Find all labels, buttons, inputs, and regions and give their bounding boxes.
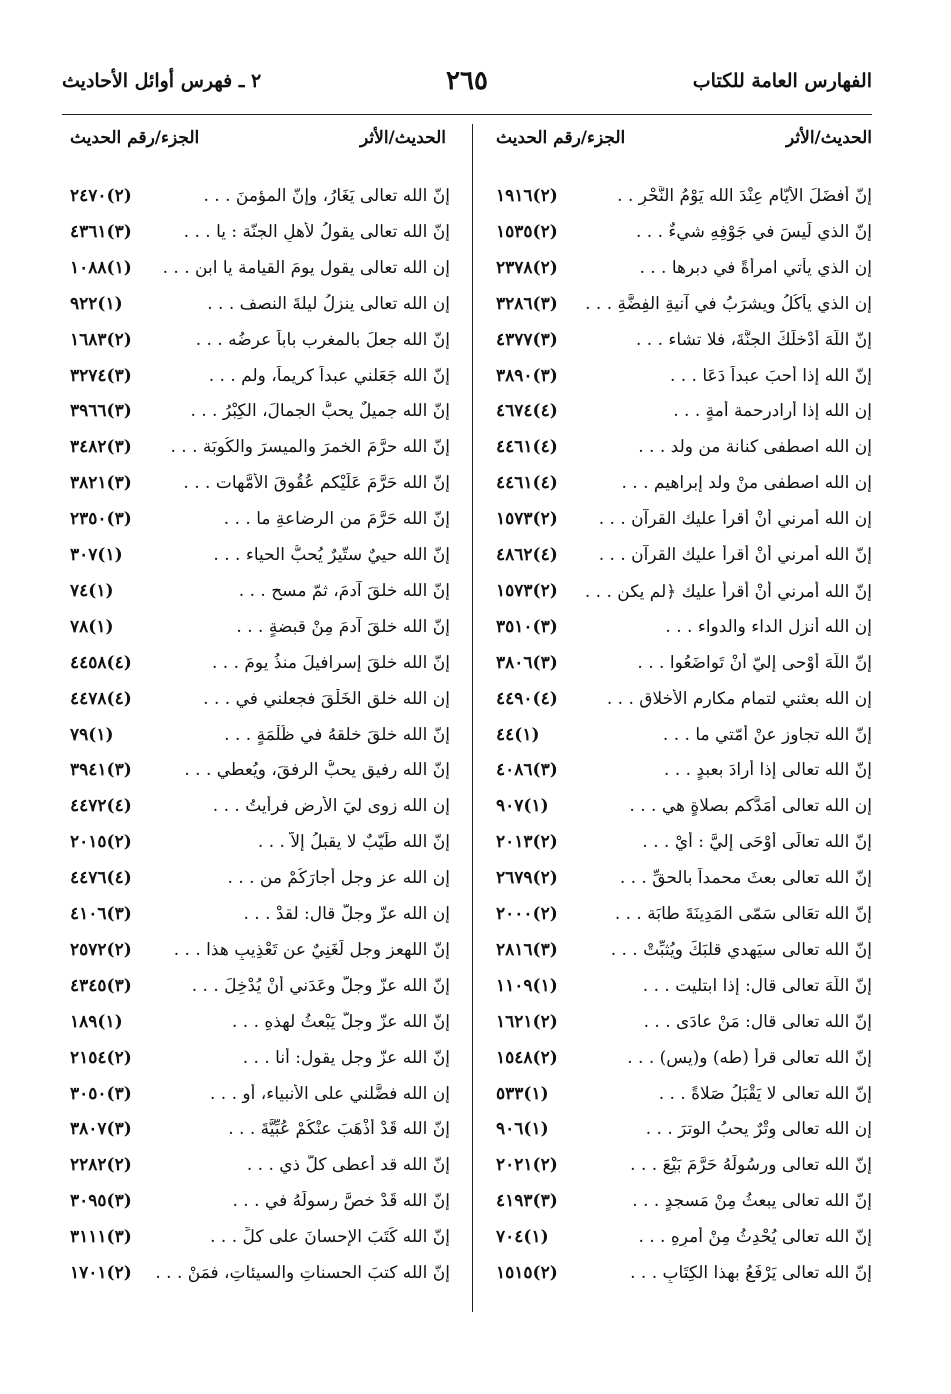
hadith-text: إنّ الله قَدْ خصَّ رسولَهُ في . . . bbox=[232, 1191, 450, 1212]
hadith-reference: (٣)٣٠٩٥ bbox=[70, 1191, 132, 1212]
index-entry bbox=[496, 581, 872, 617]
index-entry bbox=[496, 401, 872, 437]
page-number: ٢٦٥ bbox=[446, 66, 488, 96]
hadith-text: إنّ الله طَيّبٌ لا يقبلُ إلاّ . . . bbox=[257, 832, 450, 853]
column-head-ref: الجزء/رقم الحديث bbox=[496, 128, 626, 148]
index-entry bbox=[496, 832, 872, 868]
hadith-reference: (٤)٤٤٧٨ bbox=[70, 688, 132, 709]
hadith-text: إنّ الله تعالى يُحْدِثُ مِنْ أمرِهِ . . . bbox=[638, 1227, 872, 1248]
index-entry bbox=[70, 940, 450, 976]
hadith-reference: (٣)٤١٩٣ bbox=[496, 1191, 558, 1212]
hadith-reference: (٢)٢٠١٣ bbox=[496, 832, 558, 853]
index-entry bbox=[496, 1263, 872, 1299]
index-entry bbox=[70, 1263, 450, 1299]
index-entry bbox=[70, 545, 450, 581]
hadith-reference: (١)٧٤ bbox=[70, 580, 114, 601]
hadith-text: إن الله زوى ليَ الأرض فرأيتُ . . . bbox=[212, 796, 450, 817]
hadith-text: إن الله عز وجل أجارَكُمْ من . . . bbox=[227, 868, 450, 889]
index-entry bbox=[70, 1012, 450, 1048]
index-entry bbox=[70, 904, 450, 940]
hadith-reference: (٢)١٥١٥ bbox=[496, 1263, 558, 1283]
hadith-text: إنّ الله أمرني أنْ أقرأ عليك القرآن . . . bbox=[598, 545, 872, 565]
hadith-text: إنّ الله حَرَّمَ عَلَيْكم عُقُوقَ الأمَّهات . . . bbox=[183, 473, 450, 494]
index-entry bbox=[496, 725, 872, 761]
hadith-text: إن الله بعثني لتمام مكارم الأخلاق . . . bbox=[606, 688, 872, 709]
hadith-text: إنّ الله خلقَ آدمَ، ثمّ مسح . . . bbox=[238, 580, 450, 601]
hadith-text: إن الله تعالى وِتْرٌ يحبُ الوترَ . . . bbox=[645, 1119, 872, 1140]
hadith-text: إنّ الله تعالى إذا أرادَ بعبدٍ . . . bbox=[664, 760, 872, 781]
hadith-text: إنّ اللّهَ أوْحى إليّ أنْ تَواضَعُوا . . . bbox=[637, 652, 872, 673]
hadith-text: إنّ الله خلقَ إسرافيلَ منذُ يومَ . . . bbox=[211, 652, 450, 673]
hadith-text: إنّ الله تعالَى أوْحَى إليَّ : أيْ . . . bbox=[642, 832, 872, 853]
hadith-text: إنّ الله حَرَّمَ من الرضاعةِ ما . . . bbox=[223, 509, 450, 530]
hadith-text: إنّ الله تعَالى سَمّى المَدِينَةَ طابَة . . . bbox=[614, 904, 872, 924]
hadith-reference: (٢)١٥٤٨ bbox=[496, 1047, 558, 1068]
hadith-text: إن الله اصطفى كنانة من ولد . . . bbox=[638, 437, 872, 458]
hadith-reference: (٣)٣٢٨٦ bbox=[496, 293, 558, 314]
index-entry bbox=[70, 401, 450, 437]
hadith-reference: (٢)٢٢٨٢ bbox=[70, 1155, 132, 1176]
hadith-reference: (٤)٤٤٦١ bbox=[496, 437, 558, 458]
index-entry bbox=[496, 1155, 872, 1191]
hadith-reference: (١)١١٠٩ bbox=[496, 975, 558, 996]
hadith-text: إنّ الله رفيق يحبُّ الرفقَ، ويُعطي . . . bbox=[184, 760, 450, 781]
column-divider bbox=[472, 124, 473, 1312]
hadith-text: إن الله تعالى ينزلُ ليلةَ النصف . . . bbox=[207, 293, 450, 314]
hadith-text: إنّ الذي لَيسَ في جَوْفِهِ شيءٌ . . . bbox=[636, 221, 872, 242]
hadith-text: إن الله إذا أرادرحمة أمةٍ . . . bbox=[673, 401, 872, 422]
index-entry bbox=[496, 222, 872, 258]
index-entry bbox=[70, 653, 450, 689]
index-entry bbox=[496, 1227, 872, 1263]
page-header bbox=[62, 66, 872, 106]
hadith-text: إنّ الله تعالى قال: مَنْ عادَى . . . bbox=[643, 1011, 872, 1032]
hadith-reference: (١)٣٠٧ bbox=[70, 545, 123, 565]
hadith-text: إنّ الله إذا أحبَ عبداً دَعَا . . . bbox=[669, 365, 872, 386]
index-entry bbox=[70, 330, 450, 366]
hadith-text: إن الله تعالى أَمَدَّكم بصلاةٍ هي . . . bbox=[629, 796, 872, 817]
hadith-reference: (٢)١٥٣٥ bbox=[496, 221, 558, 242]
hadith-reference: (١)٧٠٤ bbox=[496, 1227, 549, 1248]
hadith-text: إن الذي يأتي امرأةً في دبرها . . . bbox=[639, 257, 872, 278]
hadith-text: إنّ اللّهَ تعالى قال: إذا ابتليت . . . bbox=[642, 975, 872, 996]
hadith-reference: (٢)١٦٢١ bbox=[496, 1011, 558, 1032]
right-column-head bbox=[496, 128, 872, 156]
index-entry bbox=[496, 653, 872, 689]
hadith-reference: (٤)٤٤٧٦ bbox=[70, 868, 132, 889]
hadith-reference: (٣)٤٣٤٥ bbox=[70, 975, 132, 996]
hadith-reference: (٤)٤٦٧٤ bbox=[496, 401, 558, 422]
hadith-reference: (٢)١٧٠١ bbox=[70, 1263, 132, 1283]
hadith-text: إنّ الله تعالى يقولُ لأهلِ الجنّة : يا . . . bbox=[183, 221, 450, 242]
index-entry bbox=[70, 1227, 450, 1263]
hadith-reference: (٣)٤٣٦١ bbox=[70, 221, 132, 242]
hadith-reference: (٣)٣٨٩٠ bbox=[496, 365, 558, 386]
index-entry bbox=[496, 760, 872, 796]
hadith-text: إنّ الله تجاوز عنْ أُمّتي ما . . . bbox=[662, 724, 872, 745]
index-entry bbox=[496, 258, 872, 294]
index-entry bbox=[496, 904, 872, 940]
index-entry bbox=[70, 796, 450, 832]
hadith-reference: (٣)٣٨٠٦ bbox=[496, 652, 558, 673]
index-entry bbox=[70, 617, 450, 653]
hadith-reference: (٢)٢١٥٤ bbox=[70, 1047, 132, 1068]
hadith-text: إنّ الله تعالى سيَهدي قلبَكَ ويُثبِّتْ . . . bbox=[610, 939, 872, 960]
index-entry bbox=[496, 1084, 872, 1120]
hadith-reference: (٣)٣٤٨٢ bbox=[70, 437, 132, 458]
index-entry bbox=[70, 689, 450, 725]
index-entry bbox=[496, 330, 872, 366]
hadith-reference: (٤)٤٨٦٢ bbox=[496, 545, 558, 565]
index-entry bbox=[496, 796, 872, 832]
hadith-reference: (٣)٣٩٦٦ bbox=[70, 401, 132, 422]
hadith-reference: (٤)٤٤٥٨ bbox=[70, 652, 132, 673]
hadith-reference: (٢)١٦٨٣ bbox=[70, 329, 132, 350]
hadith-text: إنّ الله قد أعطى كلَّ ذي . . . bbox=[246, 1155, 450, 1176]
hadith-reference: (٢)٢٦٧٩ bbox=[496, 868, 558, 889]
hadith-text: إنّ الله عزّ وجلّ وعَدَني أنْ يُدْخِلَ . . . bbox=[191, 975, 450, 996]
hadith-reference: (٣)٣٠٥٠ bbox=[70, 1083, 132, 1104]
hadith-text: إنّ الله جميلٌ يحبُّ الجمالَ، الكِبْرُ . . . bbox=[190, 401, 450, 422]
hadith-reference: (١)١٠٨٨ bbox=[70, 257, 132, 278]
index-entry bbox=[70, 473, 450, 509]
hadith-text: إن الله اصطفى منْ ولد إبراهيم . . . bbox=[621, 473, 872, 494]
index-entry bbox=[496, 366, 872, 402]
hadith-text: إنّ الله جَعَلني عبداً كريماً، ولم . . . bbox=[208, 365, 450, 386]
hadith-text: إنّ الله جعلَ بالمغرب باباً عرضُه . . . bbox=[195, 329, 450, 350]
hadith-text: إنّ الله عزّ وجلّ يَبْعثُ لهذهِ . . . bbox=[231, 1011, 450, 1032]
hadith-reference: (٣)٣٩٤١ bbox=[70, 760, 132, 781]
hadith-text: إنّ الله تعالى ورسُولَهُ حَرَّمَ بَيْعَ . . . bbox=[630, 1155, 872, 1176]
index-entry bbox=[70, 581, 450, 617]
hadith-reference: (٢)١٩١٦ bbox=[496, 186, 558, 206]
index-entry bbox=[496, 509, 872, 545]
index-entry bbox=[496, 940, 872, 976]
index-entry bbox=[496, 437, 872, 473]
hadith-text: إنّ اللهعز وجل لَغَنِيٌ عن تَعْذِيبِ هذا . . . bbox=[173, 939, 450, 960]
header-rule bbox=[62, 114, 872, 115]
index-entry bbox=[70, 1119, 450, 1155]
hadith-reference: (٢)١٥٧٣ bbox=[496, 509, 558, 530]
hadith-reference: (٢)٢٣٧٨ bbox=[496, 257, 558, 278]
hadith-text: إنّ الله تعالى يَرْفَعُ بهذا الكِتَابِ . . . bbox=[630, 1263, 872, 1283]
hadith-text: إنّ الله تعالى يَغَارُ، وإنّ المؤمنَ . . . bbox=[203, 186, 450, 206]
hadith-reference: (٣)٣٨٠٧ bbox=[70, 1119, 132, 1140]
hadith-reference: (٣)٣٥١٠ bbox=[496, 616, 558, 637]
hadith-text: إن الله فضَّلني على الأنبياء، أو . . . bbox=[209, 1083, 450, 1104]
hadith-text: إن الله تعالى يقول يومَ القيامة يا ابن . . . bbox=[162, 257, 450, 278]
column-head-ref: الجزء/رقم الحديث bbox=[70, 128, 200, 148]
index-entry bbox=[70, 294, 450, 330]
hadith-reference: (٣)٣٨٢١ bbox=[70, 473, 132, 494]
book-section-title: الفهارس العامة للكتاب bbox=[692, 70, 872, 92]
hadith-text: إنّ الله كتبَ الحسناتِ والسيئاتِ، فمَنْ . . . bbox=[155, 1263, 450, 1283]
index-entry bbox=[70, 832, 450, 868]
column-head-title: الحديث/الأثر bbox=[360, 128, 446, 148]
hadith-reference: (٣)٢٣٥٠ bbox=[70, 509, 132, 530]
hadith-reference: (١)٧٨ bbox=[70, 616, 114, 637]
index-entry bbox=[70, 1084, 450, 1120]
hadith-reference: (٤)٤٤٦١ bbox=[496, 473, 558, 494]
hadith-text: إنّ الله حييٌ ستّيرٌ يُحبُّ الحياء . . . bbox=[213, 545, 450, 565]
hadith-reference: (١)٧٩ bbox=[70, 724, 114, 745]
index-entry bbox=[70, 366, 450, 402]
index-entry bbox=[496, 976, 872, 1012]
hadith-reference: (١)٩٠٧ bbox=[496, 796, 549, 817]
left-column-head bbox=[70, 128, 446, 156]
hadith-text: إنّ أفضَلَ الأيّامِ عِنْدَ الله يَوْمُ النَّحْرِ . . bbox=[617, 186, 872, 206]
index-entry bbox=[70, 1048, 450, 1084]
hadith-text: إن الذي يأكُلُ ويشرَبُ في آنيةِ الفِضَّةِ . . . bbox=[585, 293, 872, 314]
hadith-reference: (٤)٤٤٩٠ bbox=[496, 688, 558, 709]
index-entry bbox=[70, 725, 450, 761]
hadith-reference: (٢)٢٠٠٠ bbox=[496, 904, 558, 924]
hadith-reference: (٣)٤١٠٦ bbox=[70, 904, 132, 924]
hadith-reference: (٢)٢٥٧٢ bbox=[70, 939, 132, 960]
hadith-text: إنّ الله قَدْ أذْهَبَ عنْكُمْ عُبِّيَّةَ . . . bbox=[228, 1119, 450, 1140]
hadith-reference: (١)٥٣٣ bbox=[496, 1083, 549, 1104]
index-entry bbox=[70, 760, 450, 796]
index-entry bbox=[496, 1191, 872, 1227]
index-title: ٢ ـ فهرس أوائل الأحاديث bbox=[62, 70, 262, 92]
hadith-reference: (١)٩٢٢ bbox=[70, 293, 123, 314]
index-entry bbox=[70, 186, 450, 222]
hadith-text: إن الله عزّ وجلّ قال: لقدْ . . . bbox=[243, 904, 450, 924]
hadith-text: إنّ الله تعالى قرأ (طه) و(يس) . . . bbox=[627, 1047, 872, 1068]
hadith-text: إنّ الله تعالى بعثَ محمداً بالحقِّ . . . bbox=[619, 868, 872, 889]
hadith-reference: (١)٩٠٦ bbox=[496, 1119, 549, 1140]
hadith-text: إنّ الله خلقَ خلقهُ في ظُلْمَةٍ . . . bbox=[224, 724, 450, 745]
index-entry bbox=[70, 437, 450, 473]
index-entry bbox=[496, 868, 872, 904]
index-entry bbox=[496, 1119, 872, 1155]
hadith-reference: (٢)١٥٧٣ bbox=[496, 580, 558, 601]
index-entry bbox=[496, 186, 872, 222]
hadith-text: إنّ الله حرَّمَ الخمرَ والميسرَ والكُوبَة . . . bbox=[170, 437, 450, 458]
hadith-text: إن الله خلق الخَلْقَ فجعلني في . . . bbox=[203, 688, 450, 709]
hadith-text: إنّ اللّهَ أدْخلَكَ الجنَّةَ، فلا تشاء . . . bbox=[636, 329, 872, 350]
index-entry bbox=[496, 294, 872, 330]
hadith-reference: (٣)٤٣٧٧ bbox=[496, 329, 558, 350]
index-entry bbox=[70, 976, 450, 1012]
hadith-text: إنّ الله كَتَبَ الإحسانَ على كلِّ . . . bbox=[210, 1227, 450, 1248]
index-entry bbox=[496, 473, 872, 509]
hadith-text: إنّ الله تعالى يبعثُ مِنْ مَسجدٍ . . . bbox=[632, 1191, 872, 1212]
index-entry bbox=[70, 1191, 450, 1227]
hadith-text: إنّ الله أمرني أنْ أقرأ عليك ﴿لم يكن . . . bbox=[584, 581, 872, 602]
index-entry bbox=[70, 222, 450, 258]
index-entry bbox=[496, 1048, 872, 1084]
hadith-reference: (٣)٣٢٧٤ bbox=[70, 365, 132, 386]
index-entry bbox=[70, 258, 450, 294]
hadith-reference: (٢)٢٠٢١ bbox=[496, 1155, 558, 1176]
index-entry bbox=[496, 545, 872, 581]
hadith-reference: (٢)٢٤٧٠ bbox=[70, 186, 132, 206]
index-entry bbox=[70, 509, 450, 545]
hadith-reference: (٣)٣١١١ bbox=[70, 1227, 132, 1248]
hadith-text: إنّ الله عزّ وجل يقول: أنا . . . bbox=[242, 1047, 450, 1068]
hadith-text: إنّ الله خلقَ آدمَ مِنْ قبضةٍ . . . bbox=[236, 616, 450, 637]
hadith-reference: (٢)٢٠١٥ bbox=[70, 832, 132, 853]
hadith-reference: (٣)٢٨١٦ bbox=[496, 939, 558, 960]
hadith-reference: (٤)٤٤٧٢ bbox=[70, 796, 132, 817]
hadith-reference: (١)٤٤ bbox=[496, 724, 540, 745]
hadith-text: إنّ الله تعالى لا يَقْبَلُ صَلاةً . . . bbox=[658, 1083, 872, 1104]
column-head-title: الحديث/الأثر bbox=[786, 128, 872, 148]
index-entry bbox=[70, 868, 450, 904]
hadith-reference: (٣)٤٠٨٦ bbox=[496, 760, 558, 781]
hadith-text: إن الله أنزل الداء والدواء . . . bbox=[665, 616, 872, 637]
index-entry bbox=[496, 1012, 872, 1048]
hadith-text: إن الله أمرني أنْ أقرأ عليك القرآن . . . bbox=[598, 509, 872, 530]
index-entry bbox=[70, 1155, 450, 1191]
index-entry bbox=[496, 617, 872, 653]
hadith-reference: (١)١٨٩ bbox=[70, 1011, 123, 1032]
index-entry bbox=[496, 689, 872, 725]
